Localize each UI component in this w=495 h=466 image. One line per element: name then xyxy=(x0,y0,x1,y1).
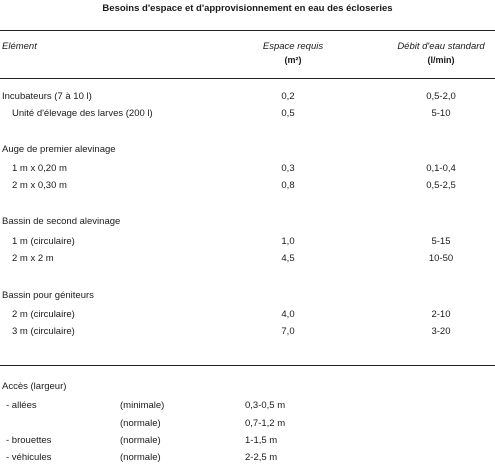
row-espace: 0,5 xyxy=(281,108,295,119)
access-value: 2-2,5 m xyxy=(245,452,278,463)
access-type: (normale) xyxy=(120,435,161,446)
group-label: Auge de premier alevinage xyxy=(2,144,116,155)
group-label: Bassin pour géniteurs xyxy=(2,290,94,301)
row-debit: 3-20 xyxy=(431,326,451,337)
header-debit-unit: (l/min) xyxy=(427,55,455,65)
access-label: - brouettes xyxy=(6,435,52,446)
row-label: Incubateurs (7 à 10 l) xyxy=(2,91,92,102)
row-label: 1 m (circulaire) xyxy=(12,236,75,247)
header-rule xyxy=(0,78,495,79)
row-label: Unité d'élevage des larves (200 l) xyxy=(12,108,153,119)
access-type: (minimale) xyxy=(120,400,165,411)
row-label: 1 m x 0,20 m xyxy=(12,163,67,174)
row-label: 2 m x 0,30 m xyxy=(12,180,67,191)
table-title: Besoins d'espace et d'approvisionnement en eau des écloseries xyxy=(102,3,393,14)
access-value: 1-1,5 m xyxy=(245,435,278,446)
row-debit: 0,1-0,4 xyxy=(426,163,456,174)
access-type: (normale) xyxy=(120,418,161,429)
row-label: 2 m x 2 m xyxy=(12,253,54,264)
row-debit: 0,5-2,0 xyxy=(426,91,456,102)
access-title: Accès (largeur) xyxy=(2,381,67,392)
row-espace: 0,3 xyxy=(281,163,295,174)
row-espace: 1,0 xyxy=(281,236,295,247)
row-espace: 4,0 xyxy=(281,309,295,320)
top-rule xyxy=(0,30,495,31)
row-espace: 0,8 xyxy=(281,180,295,191)
header-espace: Espace requis xyxy=(262,41,324,52)
group-label: Bassin de second alevinage xyxy=(2,216,121,227)
header-element: Elément xyxy=(2,41,37,52)
access-type: (normale) xyxy=(120,452,161,463)
header-debit: Débit d'eau standard xyxy=(397,41,485,52)
access-value: 0,7-1,2 m xyxy=(245,418,286,429)
row-debit: 2-10 xyxy=(431,309,451,320)
row-debit: 5-10 xyxy=(431,108,451,119)
row-label: 3 m (circulaire) xyxy=(12,326,75,337)
access-label: - allées xyxy=(6,400,37,411)
row-espace: 7,0 xyxy=(281,326,295,337)
row-label: 2 m (circulaire) xyxy=(12,309,75,320)
section-rule xyxy=(0,365,495,366)
row-espace: 4,5 xyxy=(281,253,295,264)
header-espace-unit: (m²) xyxy=(284,55,302,65)
row-debit: 10-50 xyxy=(428,253,454,264)
row-espace: 0,2 xyxy=(281,91,295,102)
row-debit: 5-15 xyxy=(431,236,451,247)
access-label: - véhicules xyxy=(6,452,52,463)
row-debit: 0,5-2,5 xyxy=(426,180,456,191)
access-value: 0,3-0,5 m xyxy=(245,400,286,411)
